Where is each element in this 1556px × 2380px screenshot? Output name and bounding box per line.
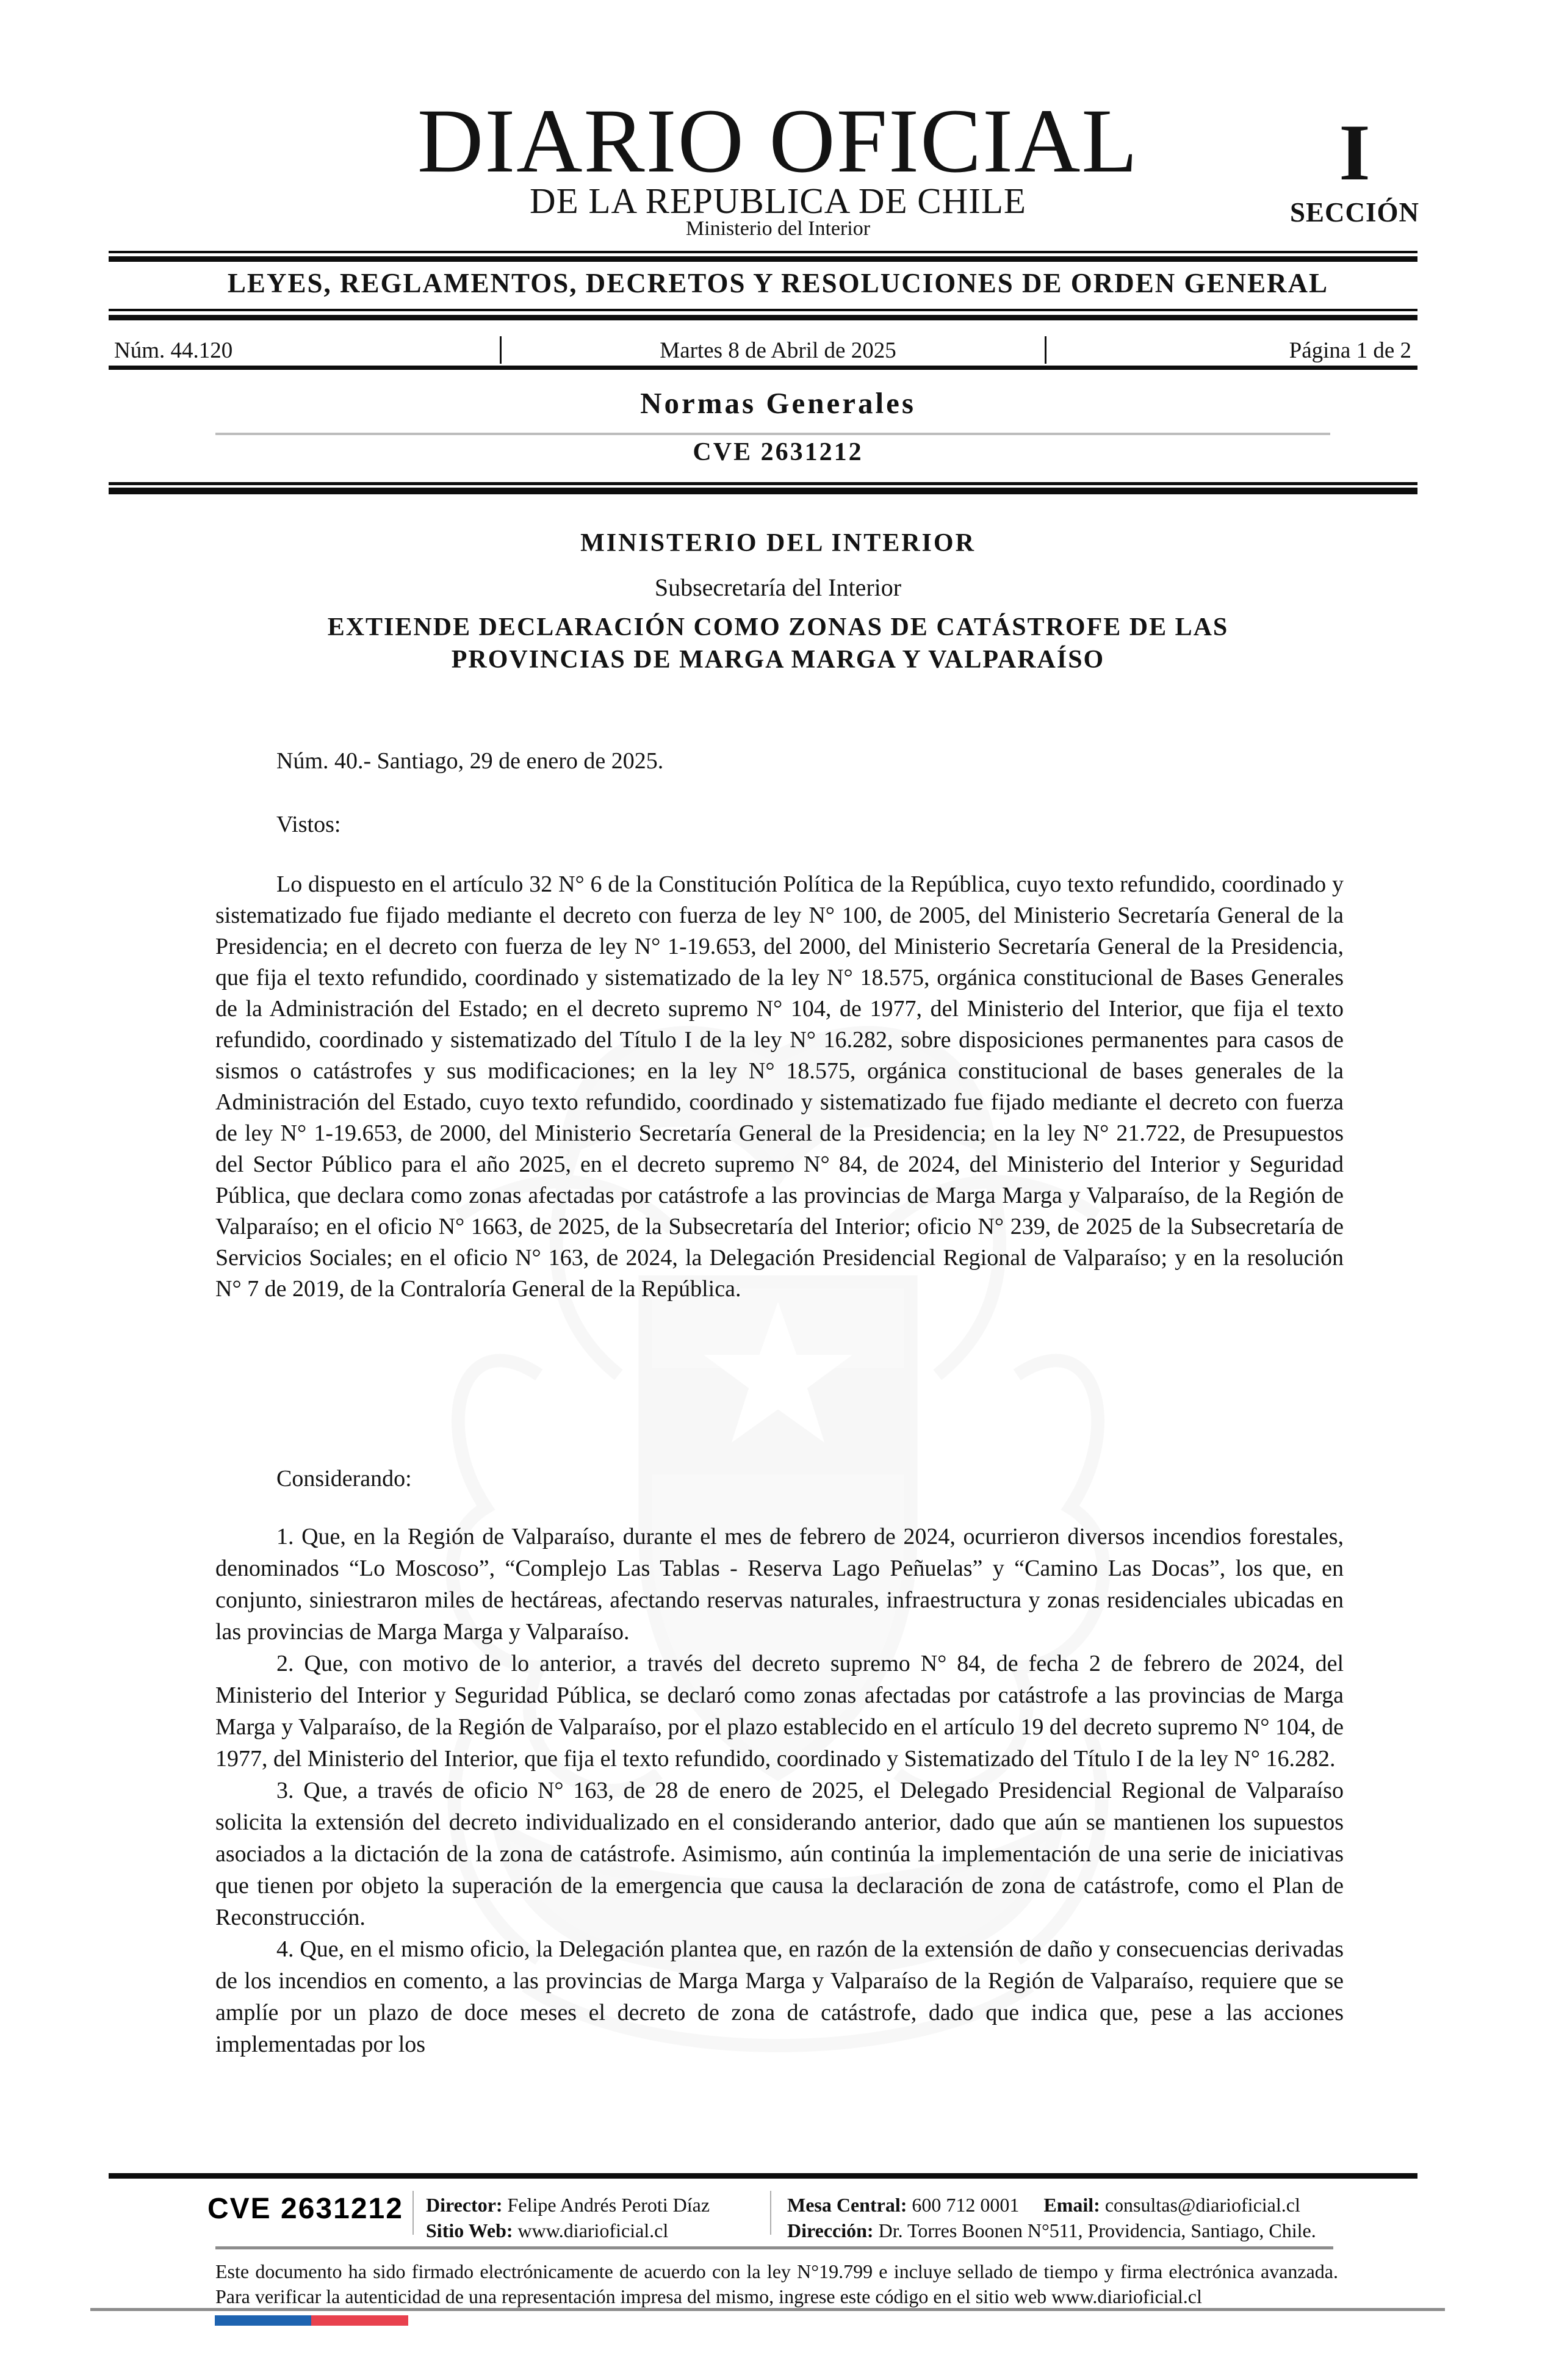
footer-separator-right [770, 2191, 771, 2235]
footer-director-column [426, 2192, 710, 2243]
director-label: Director: [426, 2194, 503, 2216]
document-title [0, 611, 1556, 676]
footer-sitioweb-line [426, 2218, 710, 2243]
chile-flag-bar [215, 2315, 408, 2326]
sitioweb-label: Sitio Web: [426, 2220, 513, 2241]
signature-disclaimer: Este documento ha sido firmado electrónicamente de acuerdo con la ley N°19.799 e incluye sellado de tiempo y firma electrónica avanzada. Para verificar la autenticidad de una representación impresa del mismo, ingrese este código en el sitio web www.diarioficial.cl [215, 2260, 1338, 2307]
footer-contact-column [787, 2192, 1316, 2243]
footer-rule-gray-upper [215, 2246, 1333, 2249]
document-ministry: MINISTERIO DEL INTERIOR [580, 529, 976, 557]
mesa-central-label: Mesa Central: [787, 2194, 907, 2216]
footer-mesa-email-line [787, 2192, 1316, 2218]
document-title-line1: EXTIENDE DECLARACIÓN COMO ZONAS DE CATÁSTROFE DE LAS [327, 613, 1229, 641]
section-word: SECCIÓN [1289, 197, 1420, 228]
rule-cve-thin [109, 482, 1417, 485]
vistos-paragraph: Lo dispuesto en el artículo 32 N° 6 de la Constitución Política de la República, cuyo texto refundido, coordinado y sistematizado fue fijado mediante el decreto con fuerza de ley N° 100, de 2005, del Ministerio Secretaría General de la Presidencia; en el decreto con fuerza de ley N° 1-19.653, del 2000, del Ministerio Secretaría General de la Presidencia, que fija el texto refundido, coordinado y sistematizado de la ley N° 18.575, orgánica constitucional de Bases Generales de la Administración del Estado; en el decreto supremo N° 104, de 1977, del Ministerio del Interior, que fija el texto refundido, coordinado y sistematizado del Título I de la ley N° 16.282, sobre disposiciones permanentes para casos de sismos o catástrofes y sus modificaciones; en la ley N° 18.575, orgánica constitucional de bases generales de la Administración del Estado, cuyo texto refundido, coordinado y sistematizado fue fijado mediante el decreto con fuerza de ley N° 1-19.653, de 2000, del Ministerio Secretaría General de la Presidencia; en la ley N° 21.722, de Presupuestos del Sector Público para el año 2025, en el decreto supremo N° 84, de 2024, del Ministerio del Interior y Seguridad Pública, que declara como zonas afectadas por catástrofe a las provincias de Marga Marga y Valparaíso, de la Región de Valparaíso; en el oficio N° 1663, de 2025, de la Subsecretaría del Interior; oficio N° 239, de 2025 de la Subsecretaría de Servicios Sociales; en el oficio N° 163, de 2024, la Delegación Presidencial Regional de Valparaíso; y en la resolución N° 7 de 2019, de la Contraloría General de la República. [215, 871, 1344, 1302]
flag-blue-segment [215, 2315, 311, 2326]
consideration-item: 3. Que, a través de oficio N° 163, de 28 de enero de 2025, el Delegado Presidencial Regional de Valparaíso solicita la extensión del decreto individualizado en el considerando anterior, dado que aún se mantienen los supuestos asociados a la dictación de la zona de catástrofe. Asimismo, aún continúa la implementación de una serie de iniciativas que tienen por objeto la superación de la emergencia que causa la declaración de zona de catástrofe, como el Plan de Reconstrucción. [215, 1778, 1344, 1930]
considerations-list [215, 1521, 1344, 2060]
rule-top-thin [109, 251, 1417, 253]
masthead-subtitle: DE LA REPUBLICA DE CHILE [530, 181, 1026, 221]
footer-director-line [426, 2192, 710, 2218]
email-value: consultas@diarioficial.cl [1104, 2194, 1300, 2216]
rule-banner-thick [109, 315, 1417, 320]
document-title-line2: PROVINCIAS DE MARGA MARGA Y VALPARAÍSO [451, 646, 1105, 674]
masthead-title: DIARIO OFICIAL [417, 90, 1139, 192]
rule-cve-thick [109, 488, 1417, 494]
masthead-banner: LEYES, REGLAMENTOS, DECRETOS Y RESOLUCIONES DE ORDEN GENERAL [227, 268, 1329, 298]
section-label: Normas Generales [640, 386, 916, 420]
rule-top-thick [109, 256, 1417, 262]
email-label: Email: [1043, 2194, 1100, 2216]
director-value: Felipe Andrés Peroti Díaz [507, 2194, 710, 2216]
rule-banner-thin [109, 309, 1417, 311]
consideration-item: 2. Que, con motivo de lo anterior, a través del decreto supremo N° 84, de fecha 2 de febrero de 2024, del Ministerio del Interior y Seguridad Pública, se declaró como zonas afectadas por catástrofe a las provincias de Marga Marga y Valparaíso, de la Región de Valparaíso, por el plazo establecido en el artículo 19 del decreto supremo N° 104, de 1977, del Ministerio del Interior, que fija el texto refundido, coordinado y Sistematizado del Título I de la ley N° 16.282. [215, 1651, 1344, 1772]
mesa-central-value: 600 712 0001 [912, 2194, 1020, 2216]
consideration-item: 1. Que, en la Región de Valparaíso, durante el mes de febrero de 2024, ocurrieron diversos incendios forestales, denominados “Lo Moscoso”, “Complejo Las Tablas - Reserva Lago Peñuelas” y “Camino Las Docas”, los que, en conjunto, siniestraron miles de hectáreas, afectando reservas naturales, infraestructura y zonas residenciales ubicadas en las provincias de Marga Marga y Valparaíso. [215, 1524, 1344, 1645]
flag-red-segment [311, 2315, 408, 2326]
footer-rule-gray-bottom [90, 2308, 1445, 2311]
rule-normas-gray [215, 433, 1330, 435]
issue-number: Núm. 44.120 [114, 338, 233, 363]
cve-code-header: CVE 2631212 [693, 438, 863, 466]
page-indicator: Página 1 de 2 [1289, 338, 1411, 363]
footer-rule-top [109, 2173, 1417, 2179]
section-numeral: I [1339, 107, 1371, 197]
considerando-label: Considerando: [276, 1466, 412, 1491]
footer-separator-left [412, 2191, 414, 2235]
footer-cve-code: CVE 2631212 [207, 2193, 403, 2225]
issue-row-separator-left [500, 336, 502, 364]
document-subsecretariat: Subsecretaría del Interior [654, 574, 902, 601]
direccion-label: Dirección: [787, 2220, 874, 2241]
rule-issue-row [109, 366, 1417, 370]
decree-number-line: Núm. 40.- Santiago, 29 de enero de 2025. [276, 748, 664, 774]
vistos-label: Vistos: [276, 812, 341, 837]
issue-date: Martes 8 de Abril de 2025 [660, 338, 896, 363]
footer-direccion-line [787, 2218, 1316, 2243]
sitioweb-value: www.diarioficial.cl [517, 2220, 669, 2241]
issue-row-separator-right [1045, 336, 1046, 364]
masthead-ministry: Ministerio del Interior [685, 217, 871, 240]
consideration-item: 4. Que, en el mismo oficio, la Delegación plantea que, en razón de la extensión de daño y consecuencias derivadas de los incendios en comento, a las provincias de Marga Marga y Valparaíso de la Región de Valparaíso, requiere que se amplíe por un plazo de doce meses el decreto de zona de catástrofe, dado que indica que, pese a las acciones implementadas por los [215, 1936, 1344, 2057]
direccion-value: Dr. Torres Boonen N°511, Providencia, Santiago, Chile. [878, 2220, 1316, 2241]
